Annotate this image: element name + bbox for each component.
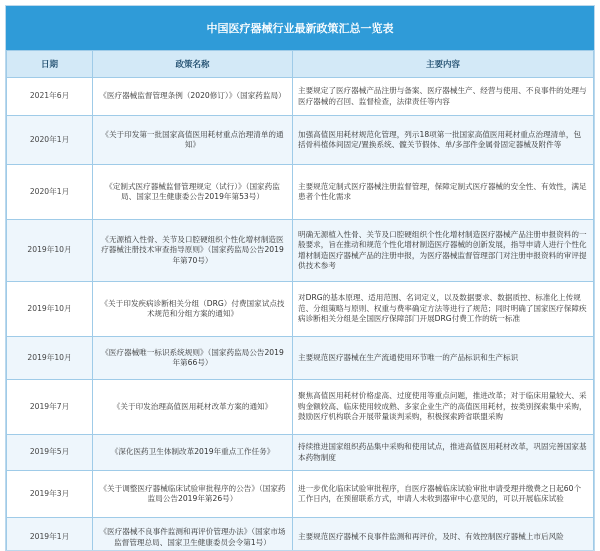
row-date: 2019年10月 xyxy=(7,337,93,380)
header-date: 日期 xyxy=(7,51,93,78)
row-policy-name: 《关于印发治理高值医用耗材改革方案的通知》 xyxy=(93,380,293,435)
row-date: 2019年5月 xyxy=(7,435,93,471)
table-row xyxy=(7,471,594,518)
row-content: 聚焦高值医用耗材价格虚高、过度使用等重点问题，推进改革；对于临床用量较大、采购金额较高、临床使用较成熟、多家企业生产的高值医用耗材，按类别探索集中采购，鼓励医疗机构联合开展带量谈判采购，积极探索跨省联盟采购 xyxy=(293,380,594,435)
row-content: 对DRG的基本原理、适用范围、名词定义，以及数据要求、数据质控、标准化上传规范、分组策略与原则、权重与费率确定方法等进行了规范；同时明确了国家医疗保障疾病诊断相关分组是全国医疗保障部门开展DRG付费工作的统一标准 xyxy=(293,282,594,337)
row-content: 加强高值医用耗材规范化管理，列示18项第一批国家高值医用耗材重点治理清单，包括骨科植体间固定/置换系统、髋关节假体、单/多部件金属骨固定器械及附件等 xyxy=(293,116,594,165)
row-content: 进一步优化临床试验审批程序，自医疗器械临床试验审批申请受理并缴费之日起60个工作日内，在预留联系方式，申请人未收到器审中心意见的，可以开展临床试验 xyxy=(293,471,594,518)
table-row xyxy=(7,220,594,282)
table-row xyxy=(7,435,594,471)
row-policy-name: 《医疗器械监督管理条例（2020修订）》（国家药监局） xyxy=(93,78,293,116)
table-row xyxy=(7,165,594,220)
row-policy-name: 《关于印发疾病诊断相关分组（DRG）付费国家试点技术规范和分组方案的通知》 xyxy=(93,282,293,337)
policy-table xyxy=(6,50,594,551)
row-content: 主要规范医疗器械不良事件监测和再评价，及时、有效控制医疗器械上市后风险 xyxy=(293,518,594,551)
policy-table-sheet xyxy=(5,5,595,551)
row-date: 2021年6月 xyxy=(7,78,93,116)
row-date: 2019年3月 xyxy=(7,471,93,518)
row-content: 主要规范定制式医疗器械注册监督管理，保障定制式医疗器械的安全性、有效性，满足患者个性化需求 xyxy=(293,165,594,220)
table-row xyxy=(7,337,594,380)
row-policy-name: 《无源植入性骨、关节及口腔硬组织个性化增材制造医疗器械注册技术审查指导原则》（国家药监局公告2019年第70号） xyxy=(93,220,293,282)
table-row xyxy=(7,116,594,165)
row-date: 2020年1月 xyxy=(7,116,93,165)
header-main-content: 主要内容 xyxy=(293,51,594,78)
row-policy-name: 《医疗器械唯一标识系统规则》（国家药监局公告2019年第66号） xyxy=(93,337,293,380)
table-row xyxy=(7,380,594,435)
row-date: 2019年10月 xyxy=(7,220,93,282)
table-title: 中国医疗器械行业最新政策汇总一览表 xyxy=(6,6,594,50)
row-policy-name: 《深化医药卫生体制改革2019年重点工作任务》 xyxy=(93,435,293,471)
row-date: 2020年1月 xyxy=(7,165,93,220)
row-date: 2019年1月 xyxy=(7,518,93,551)
header-policy-name: 政策名称 xyxy=(93,51,293,78)
table-row xyxy=(7,282,594,337)
row-content: 明确无源植入性骨、关节及口腔硬组织个性化增材制造医疗器械产品注册申报资料的一般要求，旨在推动和规范个性化增材制造医疗器械的创新发展，指导申请人进行个性化增材制造医疗器械产品的注册申报，为医疗器械监督管理部门对注册申报资料的审评提供技术参考 xyxy=(293,220,594,282)
row-content: 持续推进国家组织药品集中采购和使用试点，推进高值医用耗材改革，巩固完善国家基本药物制度 xyxy=(293,435,594,471)
row-content: 主要规定了医疗器械产品注册与备案、医疗器械生产、经营与使用、不良事件的处理与医疗器械的召回、监督检查，法律责任等内容 xyxy=(293,78,594,116)
row-policy-name: 《医疗器械不良事件监测和再评价管理办法》（国家市场监督管理总局、国家卫生健康委员会令第1号） xyxy=(93,518,293,551)
row-policy-name: 《关于调整医疗器械临床试验审批程序的公告》（国家药监局公告2019年第26号） xyxy=(93,471,293,518)
row-content: 主要规范医疗器械在生产流通使用环节唯一的产品标识和生产标识 xyxy=(293,337,594,380)
row-policy-name: 《关于印发第一批国家高值医用耗材重点治理清单的通知》 xyxy=(93,116,293,165)
row-date: 2019年7月 xyxy=(7,380,93,435)
row-policy-name: 《定制式医疗器械监督管理规定（试行）》（国家药监局、国家卫生健康委公告2019年第53号） xyxy=(93,165,293,220)
header-row xyxy=(7,51,594,78)
table-row xyxy=(7,78,594,116)
table-row xyxy=(7,518,594,551)
row-date: 2019年10月 xyxy=(7,282,93,337)
